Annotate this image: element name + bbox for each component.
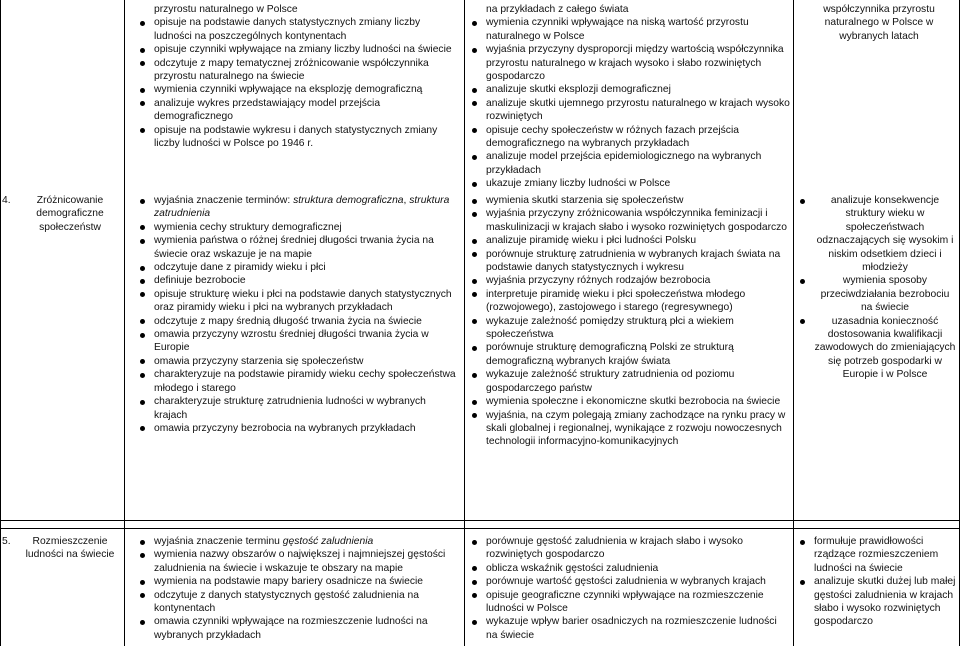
list-item: opisuje na podstawie wykresu i danych statystycznych zmiany liczby ludności w Polsce po 1946 r. (136, 124, 460, 151)
section-title: Rozmieszczenie ludności na świecie (25, 536, 115, 561)
list-item: charakteryzuje na podstawie piramidy wieku cechy społeczeństwa młodego i starego (136, 368, 460, 395)
list-item: analizuje skutki eksplozji demograficznej (468, 83, 790, 96)
list-item: na przykładach z całego świata (486, 4, 629, 15)
list-item: omawia przyczyny starzenia się społeczeństw (136, 355, 460, 368)
list-item (136, 194, 460, 221)
section-4-col1 (136, 194, 460, 435)
section-5-col2-list (468, 535, 790, 642)
list-item: analizuje skutki ujemnego przyrostu naturalnego w krajach wysoko rozwiniętych (468, 97, 790, 124)
list-item: przyrostu naturalnego w Polsce (154, 4, 298, 15)
intro-prefix: wyjaśnia znaczenie terminów: (154, 195, 294, 206)
column-divider-3 (793, 0, 794, 646)
section-4-col1-list (136, 194, 460, 435)
list-item: opisuje geograficzne czynniki wpływające na rozmieszczenie ludności w Polsce (468, 589, 790, 616)
list-item: opisuje cechy społeczeństw w różnych fazach przejścia demograficznego na wybranych przykładach (468, 124, 790, 151)
list-item: wymienia społeczne i ekonomiczne skutki bezrobocia na świecie (468, 395, 792, 408)
list-item: odczytuje z mapy tematycznej zróżnicowanie współczynnika przyrostu naturalnego na świecie (136, 57, 460, 84)
list-item: odczytuje dane z piramidy wieku i płci (136, 261, 460, 274)
list-item: uzasadnia konieczność dostosowania kwalifikacji zawodowych do zmieniających się potrzeb gospodarki w Europie i w Polsce (796, 315, 956, 382)
section-5-label (2, 535, 120, 562)
list-item: wyjaśnia, na czym polegają zmiany zachodzące na rynku pracy w skali globalnej i regionalnej, wynikające z rozwoju nowoczesnych technologii informacyjno-komunikacyjnych (468, 409, 792, 449)
list-item: omawia przyczyny wzrostu średniej długości trwania życia w Europie (136, 328, 460, 355)
list-item: analizuje skutki dużej lub małej gęstości zaludnienia w krajach słabo i wysoko rozwiniętych gospodarczo (796, 575, 956, 629)
list-item: analizuje piramidę wieku i płci ludności Polsku (468, 234, 792, 247)
continuation-col2-list (468, 3, 790, 191)
row-divider-top-gap (0, 520, 960, 521)
section-4-col2-list (468, 194, 792, 449)
list-item: wykazuje zależność struktury zatrudnienia od poziomu gospodarczego państw (468, 368, 792, 395)
list-item: wyjaśnia przyczyny zróżnicowania współczynnika feminizacji i maskulinizacji w krajach słabo i wysoko rozwiniętych gospodarczo (468, 207, 792, 234)
term: struktura zatrudnienia (154, 195, 450, 220)
section-5-col1-list (136, 535, 460, 642)
list-item: analizuje konsekwencje struktury wieku w społeczeństwach odznaczających się wysokim i niskim odsetkiem dzieci i młodzieży (796, 194, 956, 274)
list-item: porównuje strukturę demograficzną Polski ze strukturą demograficzną wybranych krajów świata (468, 341, 792, 368)
list-item: charakteryzuje strukturę zatrudnienia ludności w wybranych krajach (136, 395, 460, 422)
list-item: porównuje strukturę zatrudnienia w wybranych krajach świata na podstawie danych statystycznych i wykresu (468, 248, 792, 275)
section-5-col3-list (796, 535, 956, 629)
list-item: wymienia cechy struktury demograficznej (136, 221, 460, 234)
list-item: formułuje prawidłowości rządzące rozmieszczeniem ludności na świecie (796, 535, 956, 575)
continuation-col3 (806, 3, 952, 43)
list-item: analizuje model przejścia epidemiologicznego na wybranych przykładach (468, 150, 790, 177)
list-item: wymienia czynniki wpływające na eksplozję demograficzną (136, 83, 460, 96)
column-divider-1 (124, 0, 125, 646)
list-item: odczytuje z mapy średnią długość trwania życia na świecie (136, 315, 460, 328)
list-item: wyjaśnia przyczyny dysproporcji między wartością współczynnika przyrostu naturalnego w krajach wysoko i słabo rozwiniętych gospodarczo (468, 43, 790, 83)
list-item: opisuje strukturę wieku i płci na podstawie danych statystycznych oraz piramidy wieku i płci na wybranych przykładach (136, 288, 460, 315)
section-4-col3-list (796, 194, 956, 382)
section-number: 5. (2, 536, 11, 547)
list-item: wymienia państwa o różnej średniej długości trwania życia na świecie oraz wskazuje je na mapie (136, 234, 460, 261)
list-item: porównuje gęstość zaludnienia w krajach słabo i wysoko rozwiniętych gospodarczo (468, 535, 790, 562)
term: struktura demograficzna (293, 195, 404, 206)
list-item: interpretuje piramidę wieku i płci społeczeństwa młodego (rozwojowego), zastojowego i starego (regresywnego) (468, 288, 792, 315)
table-border-left (0, 0, 1, 646)
section-4-col3 (796, 194, 956, 382)
list-item: omawia czynniki wpływające na rozmieszczenie ludności na wybranych przykładach (136, 615, 460, 642)
list-item: wymienia na podstawie mapy bariery osadnicze na świecie (136, 575, 460, 588)
list-item: omawia przyczyny bezrobocia na wybranych przykładach (136, 422, 460, 435)
list-item: wykazuje zależność pomiędzy strukturą płci a wiekiem społeczeństwa (468, 315, 792, 342)
row-divider-bottom-gap (0, 528, 960, 529)
list-item: wymienia nazwy obszarów o największej i najmniejszej gęstości zaludnienia na świecie i wskazuje te obszary na mapie (136, 548, 460, 575)
section-title: Zróżnicowanie demograficzne społeczeństw (36, 195, 104, 233)
list-item: opisuje czynniki wpływające na zmiany liczby ludności na świecie (136, 43, 460, 56)
continuation-col1 (136, 3, 460, 150)
list-item: odczytuje z danych statystycznych gęstość zaludnienia na kontynentach (136, 589, 460, 616)
list-item (136, 535, 460, 548)
term: gęstość zaludnienia (282, 536, 374, 547)
list-item: oblicza wskaźnik gęstości zaludnienia (468, 562, 790, 575)
list-item: definiuje bezrobocie (136, 274, 460, 287)
list-item: wymienia skutki starzenia się społeczeństw (468, 194, 792, 207)
list-item: wymienia sposoby przeciwdziałania bezrobociu na świecie (796, 274, 956, 314)
intro-separator: , (403, 195, 410, 206)
section-5-col3 (796, 535, 956, 629)
section-4-label (2, 194, 120, 234)
list-item: wymienia czynniki wpływające na niską wartość przyrostu naturalnego w Polsce (468, 16, 790, 43)
list-item: porównuje wartość gęstości zaludnienia w wybranych krajach (468, 575, 790, 588)
list-item: wykazuje wpływ barier osadniczych na rozmieszczenie ludności na świecie (468, 615, 790, 642)
section-number: 4. (2, 195, 11, 206)
list-item: ukazuje zmiany liczby ludności w Polsce (468, 177, 790, 190)
intro-prefix: wyjaśnia znaczenie terminu (154, 536, 283, 547)
section-5-col1 (136, 535, 460, 642)
section-4-col2 (468, 194, 792, 449)
list-item: analizuje wykres przedstawiający model przejścia demograficznego (136, 97, 460, 124)
list-item: współczynnika przyrostu naturalnego w Polsce w wybranych latach (823, 4, 935, 42)
list-item: wyjaśnia przyczyny różnych rodzajów bezrobocia (468, 274, 792, 287)
list-item: opisuje na podstawie danych statystycznych zmiany liczby ludności na poszczególnych kontynentach (136, 16, 460, 43)
column-divider-2 (464, 0, 465, 646)
continuation-col2 (468, 3, 790, 191)
continuation-col1-list (136, 3, 460, 150)
section-5-col2 (468, 535, 790, 642)
